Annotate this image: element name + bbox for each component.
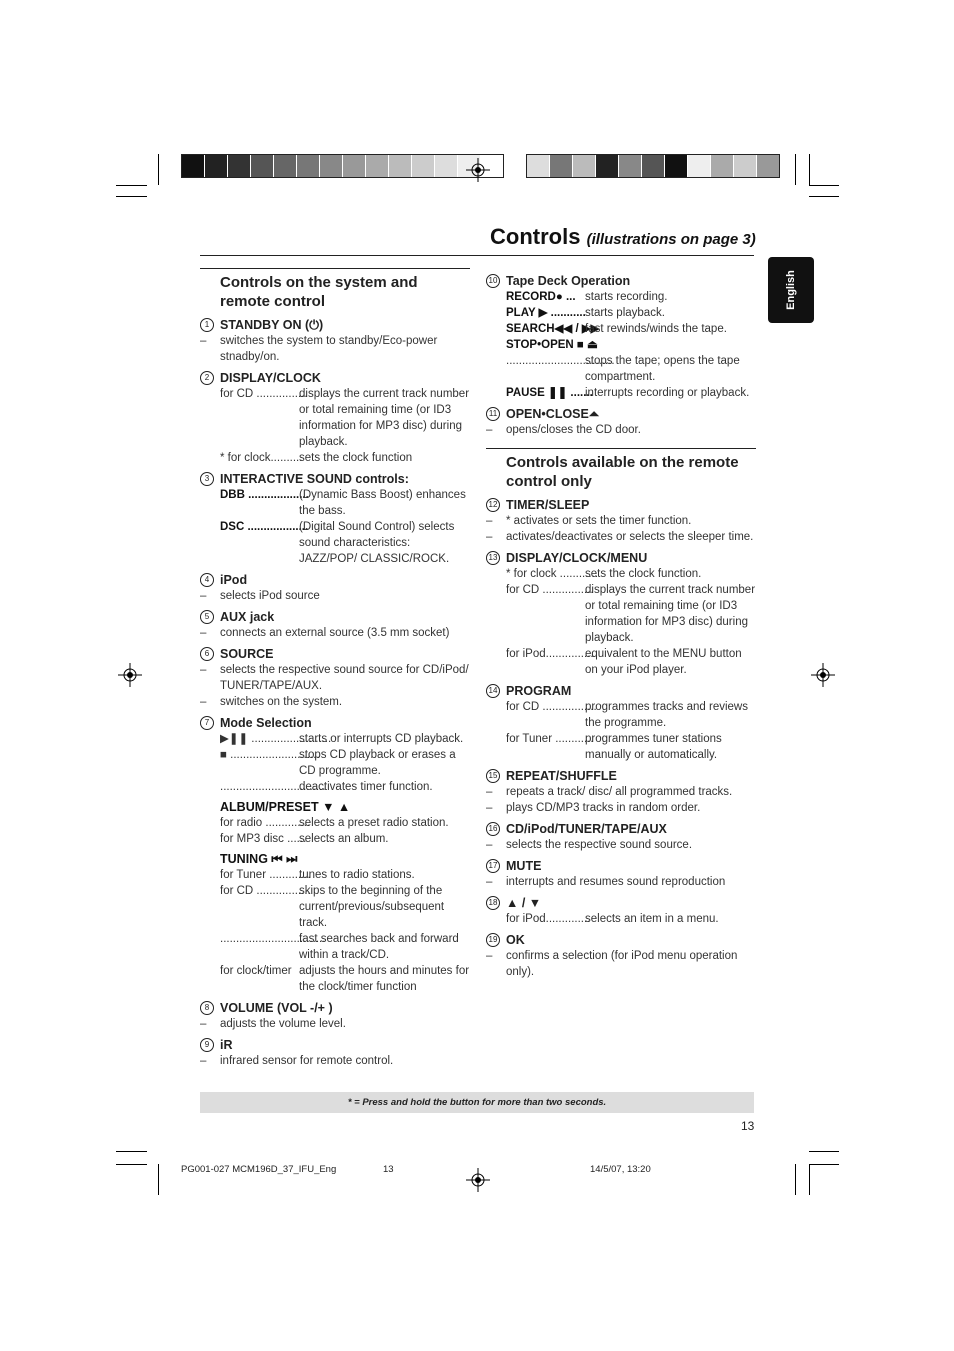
description-row bbox=[200, 747, 470, 779]
description-line: – activates/deactivates or selects the sleeper time. bbox=[486, 529, 756, 545]
item-number: 18 bbox=[486, 896, 500, 910]
crop-mark bbox=[116, 1164, 147, 1165]
section-heading: Controls on the system and remote control bbox=[200, 268, 470, 311]
row-key: * for clock ............ bbox=[506, 568, 599, 580]
crop-mark bbox=[795, 1164, 796, 1195]
row-value: equivalent to the MENU button on your iPod player. bbox=[585, 648, 742, 676]
row-key: for MP3 disc ...... bbox=[220, 833, 307, 845]
item-number: 12 bbox=[486, 498, 500, 512]
control-item bbox=[200, 715, 470, 731]
description-line: – selects the respective sound source. bbox=[486, 837, 756, 853]
item-label: iPod bbox=[220, 573, 248, 587]
row-value: stops CD playback or erases a CD programme. bbox=[299, 749, 456, 777]
description-row bbox=[486, 731, 756, 763]
item-label: Tape Deck Operation bbox=[506, 274, 631, 288]
row-key: ▶❚❚ ......................... bbox=[220, 733, 332, 745]
row-value: deactivates timer function. bbox=[299, 781, 433, 793]
title-rule bbox=[200, 255, 754, 256]
row-key: ■ ............................ bbox=[220, 749, 320, 761]
description-line: – switches the system to standby/Eco-power stnadby/on. bbox=[200, 333, 470, 365]
description-row bbox=[200, 883, 470, 931]
item-label: CD/iPod/TUNER/TAPE/AUX bbox=[506, 822, 667, 836]
description-row bbox=[486, 646, 756, 678]
description-row bbox=[200, 450, 470, 466]
item-number: 3 bbox=[200, 472, 214, 486]
row-key: PLAY ▶ ........... bbox=[506, 307, 586, 319]
crop-mark bbox=[809, 196, 839, 197]
row-key: for iPod.............. bbox=[506, 913, 591, 925]
item-label: OPEN•CLOSE⏶ bbox=[506, 407, 599, 421]
row-value: displays the current track number or total remaining time (or ID3 information for MP3 disc) during playback. bbox=[585, 584, 756, 644]
description-line: – opens/closes the CD door. bbox=[486, 422, 756, 438]
row-key: for CD ................. bbox=[220, 885, 311, 897]
description-row bbox=[486, 699, 756, 731]
control-item bbox=[486, 858, 756, 874]
control-item bbox=[486, 497, 756, 513]
slug-filename: PG001-027 MCM196D_37_IFU_Eng bbox=[181, 1164, 337, 1175]
row-value: programmes tuner stations manually or automatically. bbox=[585, 733, 722, 761]
row-value: starts recording. bbox=[585, 291, 668, 303]
item-number: 10 bbox=[486, 274, 500, 288]
crop-mark bbox=[158, 1164, 159, 1195]
control-item bbox=[200, 609, 470, 625]
control-item bbox=[200, 370, 470, 386]
control-item bbox=[200, 1037, 470, 1053]
description-row bbox=[200, 815, 470, 831]
description-row bbox=[200, 831, 470, 847]
item-number: 9 bbox=[200, 1038, 214, 1052]
description-line: – connects an external source (3.5 mm socket) bbox=[200, 625, 470, 641]
right-column bbox=[486, 268, 756, 980]
row-value: selects an item in a menu. bbox=[585, 913, 719, 925]
item-number: 16 bbox=[486, 822, 500, 836]
row-value: sets the clock function. bbox=[585, 568, 702, 580]
item-label: STANDBY ON (⏻) bbox=[220, 318, 324, 332]
row-key: SEARCH◀◀ / ▶▶ bbox=[506, 323, 600, 335]
row-value: tunes to radio stations. bbox=[299, 869, 415, 881]
slug-date: 14/5/07, 13:20 bbox=[590, 1164, 651, 1175]
description-line: – plays CD/MP3 tracks in random order. bbox=[486, 800, 756, 816]
description-line: – interrupts and resumes sound reproduction bbox=[486, 874, 756, 890]
description-line: – repeats a track/ disc/ all programmed tracks. bbox=[486, 784, 756, 800]
item-label: TIMER/SLEEP bbox=[506, 498, 590, 512]
description-row bbox=[200, 487, 470, 519]
item-number: 11 bbox=[486, 407, 500, 421]
item-label: DISPLAY/CLOCK bbox=[220, 371, 321, 385]
item-number: 5 bbox=[200, 610, 214, 624]
slug-page: 13 bbox=[383, 1164, 394, 1175]
row-key: for Tuner ............. bbox=[220, 869, 311, 881]
item-label: iR bbox=[220, 1038, 233, 1052]
row-key: for iPod............... bbox=[506, 648, 594, 660]
row-value: adjusts the hours and minutes for the clock/timer function bbox=[299, 965, 470, 993]
sub-heading: ALBUM/PRESET ▼ ▲ bbox=[220, 800, 351, 814]
crop-mark bbox=[116, 1151, 147, 1152]
crop-mark bbox=[809, 154, 810, 185]
language-tab bbox=[768, 257, 814, 323]
control-item bbox=[486, 273, 756, 289]
page-number: 13 bbox=[741, 1119, 755, 1133]
row-key: ................................. bbox=[220, 781, 326, 793]
description-row bbox=[486, 911, 756, 927]
description-row bbox=[200, 867, 470, 883]
registration-mark-icon bbox=[466, 1168, 490, 1192]
row-value: interrupts recording or playback. bbox=[585, 387, 750, 399]
row-key: for Tuner ............ bbox=[506, 733, 594, 745]
row-value: starts or interrupts CD playback. bbox=[299, 733, 464, 745]
item-label: ▲ / ▼ bbox=[506, 896, 542, 910]
registration-mark-icon bbox=[811, 663, 835, 687]
description-line: – switches on the system. bbox=[200, 694, 470, 710]
row-value: (Dynamic Bass Boost) enhances the bass. bbox=[299, 489, 466, 517]
item-number: 13 bbox=[486, 551, 500, 565]
item-number: 17 bbox=[486, 859, 500, 873]
item-number: 4 bbox=[200, 573, 214, 587]
description-row bbox=[200, 931, 470, 963]
description-row bbox=[200, 519, 470, 567]
row-key: for CD ................ bbox=[506, 584, 594, 596]
title-sub: (illustrations on page 3) bbox=[586, 231, 756, 248]
description-row bbox=[200, 731, 470, 747]
row-key: for CD ................. bbox=[506, 701, 597, 713]
row-value: selects an album. bbox=[299, 833, 389, 845]
description-row bbox=[486, 305, 756, 321]
item-label: DISPLAY/CLOCK/MENU bbox=[506, 551, 648, 565]
description-row bbox=[486, 321, 756, 337]
row-value bbox=[585, 337, 756, 353]
crop-mark bbox=[809, 185, 839, 186]
grayscale-bar-left bbox=[181, 154, 504, 178]
control-item bbox=[200, 317, 470, 333]
control-item bbox=[486, 550, 756, 566]
crop-mark bbox=[116, 185, 147, 186]
item-number: 15 bbox=[486, 769, 500, 783]
item-number: 7 bbox=[200, 716, 214, 730]
row-value: selects a preset radio station. bbox=[299, 817, 449, 829]
row-key: DBB ................... bbox=[220, 489, 309, 501]
description-line: – selects the respective sound source for CD/iPod/ TUNER/TAPE/AUX. bbox=[200, 662, 470, 694]
item-number: 2 bbox=[200, 371, 214, 385]
section-heading: Controls available on the remote control only bbox=[486, 448, 756, 491]
crop-mark bbox=[809, 1164, 839, 1165]
row-key: STOP•OPEN ■ ⏏ bbox=[506, 339, 598, 351]
description-row bbox=[200, 386, 470, 450]
crop-mark bbox=[809, 1151, 839, 1152]
left-column bbox=[200, 268, 470, 1069]
item-number: 8 bbox=[200, 1001, 214, 1015]
control-item bbox=[200, 646, 470, 662]
row-key: DSC ................... bbox=[220, 521, 309, 533]
control-item bbox=[200, 471, 470, 487]
description-row bbox=[486, 353, 756, 385]
description-line: – confirms a selection (for iPod menu operation only). bbox=[486, 948, 756, 980]
control-item bbox=[486, 768, 756, 784]
control-item bbox=[486, 932, 756, 948]
description-row bbox=[200, 779, 470, 795]
row-value: fast rewinds/winds the tape. bbox=[585, 323, 727, 335]
crop-mark bbox=[116, 196, 147, 197]
description-row bbox=[486, 385, 756, 401]
item-label: VOLUME (VOL -/+ ) bbox=[220, 1001, 333, 1015]
description-row bbox=[486, 566, 756, 582]
page-title bbox=[490, 224, 756, 250]
row-key: RECORD● ... bbox=[506, 291, 576, 303]
description-line: – adjusts the volume level. bbox=[200, 1016, 470, 1032]
control-item bbox=[200, 1000, 470, 1016]
description-line: – selects iPod source bbox=[200, 588, 470, 604]
item-number: 6 bbox=[200, 647, 214, 661]
row-key: .................................. bbox=[506, 355, 615, 367]
row-value: sets the clock function bbox=[299, 452, 413, 464]
description-row bbox=[200, 963, 470, 995]
description-row bbox=[486, 289, 756, 305]
row-value: programmes tracks and reviews the programme. bbox=[585, 701, 748, 729]
item-number: 14 bbox=[486, 684, 500, 698]
footer-note: * = Press and hold the button for more than two seconds. bbox=[200, 1092, 754, 1113]
description-row bbox=[486, 582, 756, 646]
control-item bbox=[200, 572, 470, 588]
row-key: * for clock.......... bbox=[220, 452, 303, 464]
row-key: for clock/timer bbox=[220, 965, 292, 977]
crop-mark bbox=[809, 1164, 810, 1195]
row-value: starts playback. bbox=[585, 307, 665, 319]
description-row bbox=[486, 337, 756, 353]
control-item bbox=[486, 821, 756, 837]
control-item bbox=[486, 683, 756, 699]
item-label: SOURCE bbox=[220, 647, 274, 661]
registration-mark-icon bbox=[118, 663, 142, 687]
row-key: PAUSE ❚❚ ....... bbox=[506, 387, 593, 399]
crop-mark bbox=[158, 154, 159, 185]
row-value: stops the tape; opens the tape compartment. bbox=[585, 355, 740, 383]
item-label: REPEAT/SHUFFLE bbox=[506, 769, 617, 783]
grayscale-bar-right bbox=[526, 154, 780, 178]
row-value: displays the current track number or total remaining time (or ID3 information for MP3 disc) during playback. bbox=[299, 388, 470, 448]
title-main: Controls bbox=[490, 224, 581, 249]
description-line: – infrared sensor for remote control. bbox=[200, 1053, 470, 1069]
item-number: 1 bbox=[200, 318, 214, 332]
registration-mark-icon bbox=[466, 158, 490, 182]
control-item bbox=[486, 895, 756, 911]
row-key: for radio .............. bbox=[220, 817, 311, 829]
row-value: skips to the beginning of the current/previous/subsequent track. bbox=[299, 885, 445, 929]
sub-heading: TUNING ⏮ ⏭ bbox=[220, 852, 298, 866]
row-value: (Digital Sound Control) selects sound characteristics: JAZZ/POP/ CLASSIC/ROCK. bbox=[299, 521, 455, 565]
description-line: – * activates or sets the timer function. bbox=[486, 513, 756, 529]
control-item bbox=[486, 406, 756, 422]
item-label: AUX jack bbox=[220, 610, 275, 624]
row-key: for CD ................ bbox=[220, 388, 308, 400]
item-label: OK bbox=[506, 933, 525, 947]
crop-mark bbox=[795, 154, 796, 185]
language-tab-label: English bbox=[785, 270, 797, 310]
row-key: ................................. bbox=[220, 933, 326, 945]
item-label: PROGRAM bbox=[506, 684, 572, 698]
item-label: MUTE bbox=[506, 859, 542, 873]
item-label: INTERACTIVE SOUND controls: bbox=[220, 472, 409, 486]
item-label: Mode Selection bbox=[220, 716, 312, 730]
item-number: 19 bbox=[486, 933, 500, 947]
row-value: fast searches back and forward within a track/CD. bbox=[299, 933, 459, 961]
